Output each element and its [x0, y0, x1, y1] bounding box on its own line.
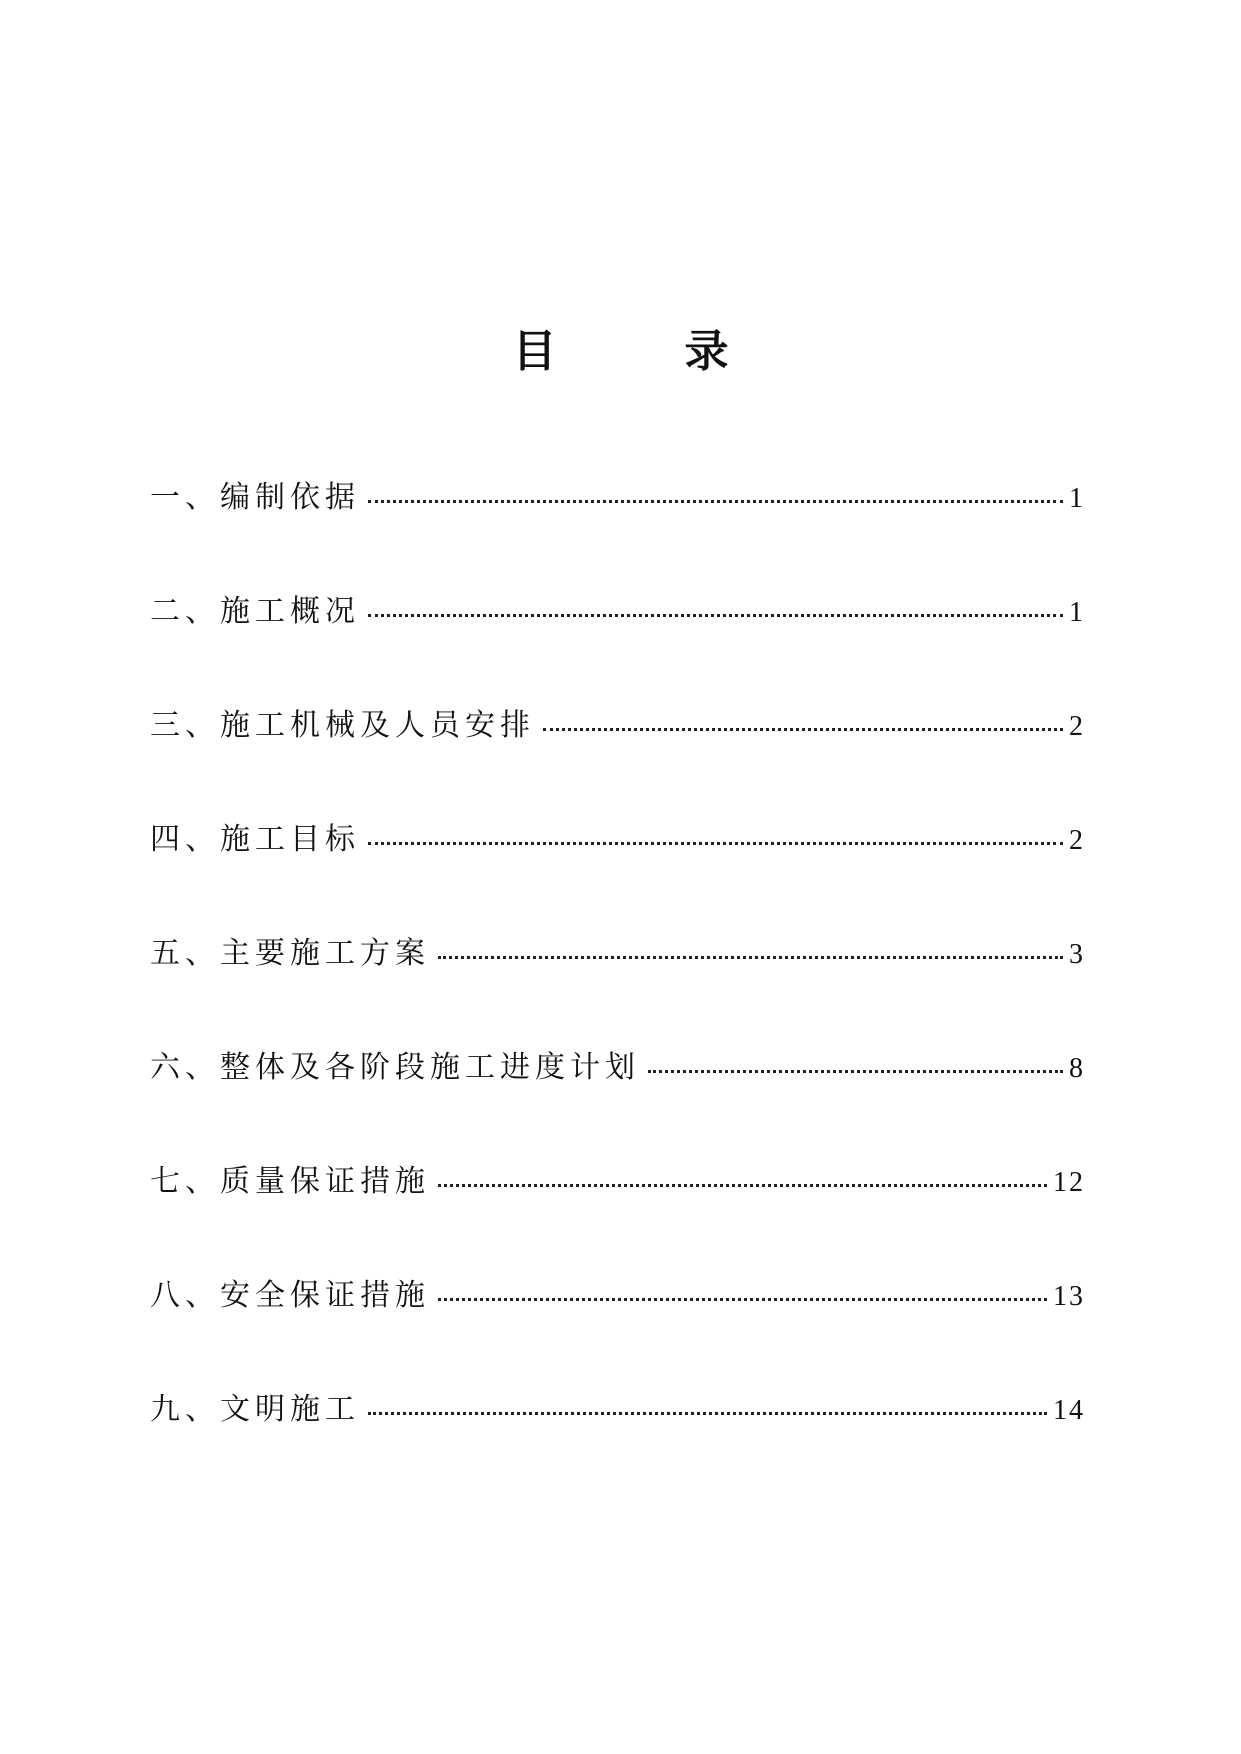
toc-page-number: 14 — [1053, 1395, 1085, 1426]
toc-entry[interactable] — [150, 1266, 1085, 1326]
toc-dot-leader — [368, 614, 1063, 617]
toc-dot-leader — [368, 500, 1063, 503]
toc-entry[interactable] — [150, 468, 1085, 528]
toc-page-number: 13 — [1053, 1281, 1085, 1312]
toc-entry-label: 八、安全保证措施 — [150, 1278, 430, 1313]
toc-page-number: 2 — [1069, 825, 1085, 856]
toc-entry[interactable] — [150, 924, 1085, 984]
toc-page-number: 1 — [1069, 597, 1085, 628]
toc-entry-label: 三、施工机械及人员安排 — [150, 708, 535, 743]
toc-page-number: 3 — [1069, 939, 1085, 970]
toc-entry[interactable] — [150, 582, 1085, 642]
toc-entry[interactable] — [150, 1038, 1085, 1098]
toc-dot-leader — [543, 728, 1063, 731]
toc-entry-label: 四、施工目标 — [150, 822, 360, 857]
toc-dot-leader — [438, 1184, 1047, 1187]
toc-page-number: 2 — [1069, 711, 1085, 742]
toc-entry[interactable] — [150, 810, 1085, 870]
toc-dot-leader — [648, 1070, 1063, 1073]
toc-entry-label: 六、整体及各阶段施工进度计划 — [150, 1050, 640, 1085]
toc-page-number: 12 — [1053, 1167, 1085, 1198]
toc-title: 目 录 — [512, 326, 771, 377]
toc-entry-label: 九、文明施工 — [150, 1392, 360, 1427]
toc-entry[interactable] — [150, 696, 1085, 756]
toc-page-number: 8 — [1069, 1053, 1085, 1084]
toc-dot-leader — [368, 842, 1063, 845]
toc-entry-label: 二、施工概况 — [150, 594, 360, 629]
toc-page-number: 1 — [1069, 483, 1085, 514]
toc-list — [150, 468, 1085, 1494]
toc-entry-label: 一、编制依据 — [150, 480, 360, 515]
toc-dot-leader — [438, 956, 1063, 959]
toc-entry[interactable] — [150, 1152, 1085, 1212]
toc-entry-label: 七、质量保证措施 — [150, 1164, 430, 1199]
toc-dot-leader — [368, 1412, 1047, 1415]
toc-entry-label: 五、主要施工方案 — [150, 936, 430, 971]
toc-dot-leader — [438, 1298, 1047, 1301]
toc-entry[interactable] — [150, 1380, 1085, 1440]
